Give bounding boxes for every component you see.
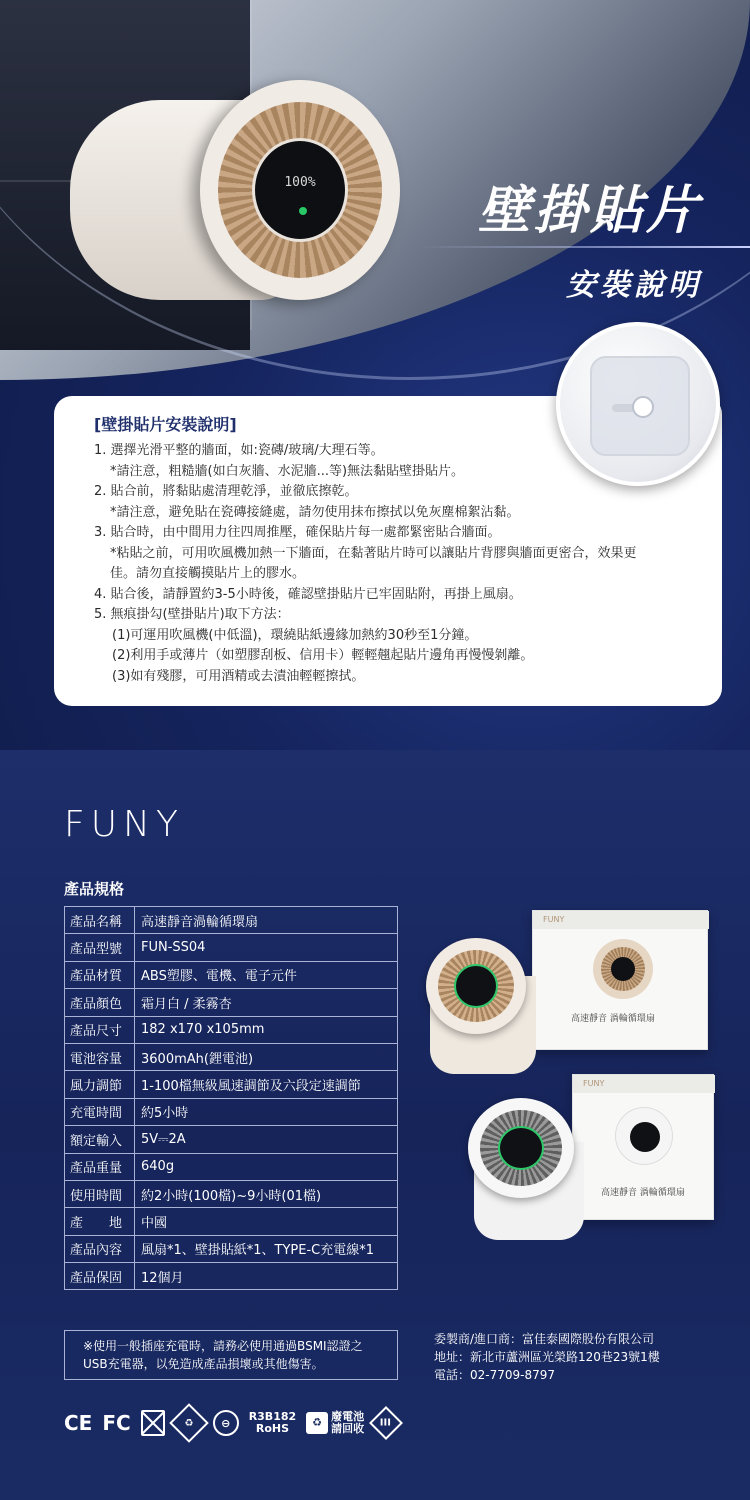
spec-key: 風力調節 [65,1071,135,1098]
package-fan-image [593,939,653,999]
instruction-line: 4. 貼合後，請靜置約3-5小時後，確認壁掛貼片已牢固貼附，再掛上風扇。 [94,586,522,602]
package-label: 高速靜音 渦輪循環扇 [571,1014,655,1024]
instruction-note: *請注意，粗糙牆(如白灰牆、水泥牆...等)無法黏貼壁掛貼片。 [110,463,465,479]
instruction-note: *粘貼之前，可用吹風機加熱一下牆面，在黏著貼片時可以讓貼片背膠與牆面更密合，效果更佳。請勿直接觸摸貼片上的膠水。 [110,545,637,581]
spec-value: 5V⎓2A [135,1126,398,1153]
instruction-substep: (1)可運用吹風機(中低溫)，環繞貼紙邊緣加熱約30秒至1分鐘。 [112,627,478,643]
recycle-line: 廢電池 [331,1410,365,1423]
brand-logo: FUNY [64,804,184,845]
fan-display [454,964,498,1008]
spec-value: 高速靜音渦輪循環扇 [135,907,398,934]
spec-key: 產 地 [65,1208,135,1235]
instruction-line: 2. 貼合前，將黏貼處清理乾淨，並徹底擦乾。 [94,484,358,499]
class-iii-text: III [380,1417,392,1429]
product-fan-white [468,1098,574,1198]
spec-row [65,1208,398,1235]
spec-value: 約5小時 [135,1098,398,1125]
class-iii-icon [369,1406,403,1440]
product-packaging-image [420,910,720,1230]
package-brand: FUNY [543,915,565,924]
spec-key: 產品材質 [65,961,135,988]
instruction-note: *請注意，避免貼在瓷磚接縫處，請勿使用抹布擦拭以免灰塵棉絮沾黏。 [110,504,520,520]
warning-line: USB充電器，以免造成產品損壞或其他傷害。 [83,1357,324,1371]
spec-row [65,934,398,961]
spec-value: 風扇*1、壁掛貼紙*1、TYPE-C充電線*1 [135,1235,398,1262]
power-led [299,207,307,215]
spec-value: 1-100檔無級風速調節及六段定速調節 [135,1071,398,1098]
sticker-pad [590,356,690,456]
fcc-mark-icon: FC [102,1411,131,1435]
spec-key: 電池容量 [65,1043,135,1070]
weee-bin-icon [141,1410,165,1436]
spec-row [65,1263,398,1290]
spec-value: 中國 [135,1208,398,1235]
hook-knob [632,396,654,418]
spec-key: 產品尺寸 [65,1016,135,1043]
spec-row [65,989,398,1016]
fan-display [252,138,348,242]
rohs-text: RoHS [255,1422,289,1435]
spec-value: 3600mAh(鋰電池) [135,1043,398,1070]
title-divider [420,246,750,248]
company-name: 委製商/進口商：富佳泰國際股份有限公司 [434,1332,655,1346]
ce-mark-icon: CE [64,1411,93,1435]
spec-key: 產品內容 [65,1235,135,1262]
battery-recycle-text [331,1411,364,1435]
package-box-apricot [532,910,708,1050]
product-fan-apricot [426,938,526,1034]
wall-mounted-fan-image [70,60,330,310]
fan-face [200,80,400,300]
spec-key: 產品名稱 [65,907,135,934]
spec-row [65,1043,398,1070]
spec-key: 產品型號 [65,934,135,961]
spec-row [65,1180,398,1207]
package-fan-image [615,1107,673,1165]
spec-key: 產品重量 [65,1153,135,1180]
spec-value: FUN-SS04 [135,934,398,961]
spec-row [65,1016,398,1043]
company-phone: 電話：02-7709-8797 [434,1368,556,1382]
instructions-heading: [壁掛貼片安裝說明] [94,415,237,434]
package-box-white [572,1074,714,1220]
spec-row [65,1098,398,1125]
spec-row [65,961,398,988]
spec-value: 182 x170 x105mm [135,1016,398,1043]
adhesive-sticker-image [556,322,720,486]
certification-marks [64,1408,398,1438]
spec-row [65,907,398,934]
instruction-substep: (3)如有殘膠，可用酒精或去漬油輕輕擦拭。 [112,668,365,684]
spec-value: 12個月 [135,1263,398,1290]
spec-value: 霜月白 / 柔霧杏 [135,989,398,1016]
bsmi-mark-icon: ⊖ [213,1410,239,1436]
charging-warning [64,1330,398,1380]
spec-row [65,1071,398,1098]
bsmi-code-text: R3B182 [248,1410,297,1423]
spec-row [65,1126,398,1153]
battery-recycle-mark [306,1411,364,1435]
package-fan-display [630,1122,660,1152]
spec-value: 640g [135,1153,398,1180]
fan-display [498,1126,544,1170]
spec-key: 產品顏色 [65,989,135,1016]
fan-readout: 100% [284,175,316,190]
spec-heading: 產品規格 [64,880,125,898]
instruction-line: 5. 無痕掛勾(壁掛貼片)取下方法： [94,607,290,622]
spec-key: 產品保固 [65,1263,135,1290]
battery-recycle-icon: ♻ [306,1412,328,1434]
page-title: 壁掛貼片 [477,181,702,241]
warning-line: ※使用一般插座充電時，請務必使用通過BSMI認證之 [83,1339,363,1353]
spec-row [65,1153,398,1180]
spec-key: 使用時間 [65,1180,135,1207]
spec-section [0,750,750,1500]
spec-value: 約2小時(100檔)~9小時(01檔) [135,1180,398,1207]
package-brand: FUNY [583,1079,605,1088]
spec-row [65,1235,398,1262]
instruction-substep: (2)利用手或薄片（如塑膠刮板、信用卡）輕輕翹起貼片邊角再慢慢剝離。 [112,648,534,663]
bsmi-code [249,1411,296,1435]
recycle-hex-icon: ♻ [169,1403,209,1443]
instruction-line: 1. 選擇光滑平整的牆面，如:瓷磚/玻璃/大理石等。 [94,443,384,458]
company-info [434,1330,660,1384]
package-fan-display [611,957,635,981]
instruction-line: 3. 貼合時，由中間用力往四周推壓，確保貼片每一處都緊密貼合牆面。 [94,525,501,540]
company-address: 地址：新北市蘆洲區光榮路120巷23號1樓 [434,1350,660,1364]
spec-key: 充電時間 [65,1098,135,1125]
page-subtitle: 安裝說明 [566,268,702,303]
package-label: 高速靜音 渦輪循環扇 [601,1188,685,1198]
spec-key: 額定輸入 [65,1126,135,1153]
spec-value: ABS塑膠、電機、電子元件 [135,961,398,988]
recycle-line: 請回收 [331,1422,365,1435]
spec-table [64,906,398,1290]
